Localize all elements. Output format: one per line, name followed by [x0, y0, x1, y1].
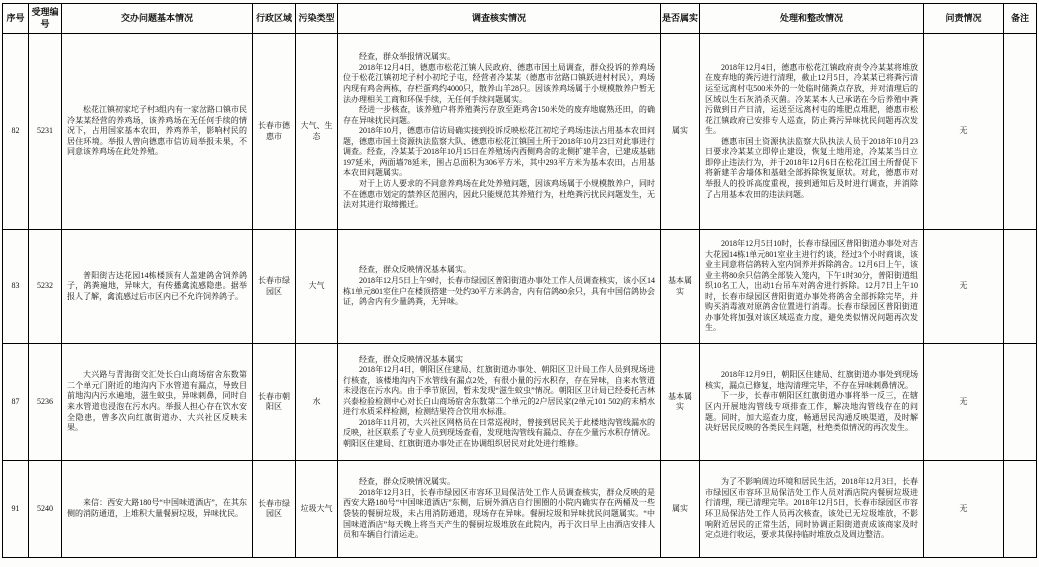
paragraph: 2018年12月4日，朝阳区住建局、红旗街道办事处、朝阳区卫计局工作人员到现场进行核查，该楼地沟内下水管线有漏点2处，有很小量的污水积存，存在异味，自来水管道未浸泡在污水内。由于季节原因，暂未发现“滋生蚊虫”情况。朝阳区卫计局已经委托吉林兴泰检验检测中心对长白山商场宿舍东数第二个单元的2户居民家(2单元101 502)的末梢水进行水质采样检测，检测结果符合饮用水标准。: [343, 365, 655, 417]
col-header-case-no: 受理编号: [29, 4, 62, 34]
col-header-pollution-type: 污染类型: [296, 4, 338, 34]
cell-pollution-type: 大气: [296, 230, 338, 344]
cell-seq: 91: [3, 461, 29, 558]
cell-accountability: 无: [924, 461, 1004, 558]
cell-verified: 基本属实: [661, 344, 700, 461]
cell-handling: [700, 344, 924, 461]
cell-region: 长春市绿园区: [253, 461, 296, 558]
cell-problem: [62, 344, 253, 461]
paragraph: 经查，群众反映情况基本属实。: [359, 265, 471, 275]
cell-pollution-type: 垃圾大气: [296, 461, 338, 558]
col-header-region: 行政区域: [253, 4, 296, 34]
cell-verified: 属实: [661, 34, 700, 230]
paragraph: 对于上访人要求的不同意养鸡场在此处养殖问题，因该鸡场属于小规模散养户，同时不在德惠市划定的禁养区范围内，因此只能规范其养殖行为，杜绝粪污扰民问题发生，无法对其进行取缔搬迁。: [343, 178, 655, 210]
cell-accountability: 无: [924, 344, 1004, 461]
cell-handling: [700, 230, 924, 344]
paragraph: 松花江镇初家坨子村3组内有一家岔路口镇市民冷某某经营的养鸡场，该养鸡场在无任何手续的情况下，占用国家基本农田，养鸡养羊，影响村民的居住环境。举报人曾向德惠市信访局举报未果，不同意该养鸡场在此处养殖。: [67, 105, 247, 157]
paragraph: 2018年10月，德惠市信访局确实接到投诉反映松花江初坨子鸡场违法占用基本农田问题，德惠市国土资源执法监察大队、德惠市松花江镇国土所于2018年10月23日对此事进行调查。经查，冷某某于2018年10月15日在养殖场内西侧鸡舍的北侧扩建羊舍，已建成基础197延米，两面墙78延米，围占总面积为306平方米，其中293平方米为基本农田，占用基本农田问题属实。: [343, 126, 655, 178]
cell-region: 长春市绿园区: [253, 230, 296, 344]
col-header-investigation: 调查核实情况: [338, 4, 661, 34]
cell-verified: 属实: [661, 461, 700, 558]
paragraph: 2018年12月4日，德惠市松花江镇人民政府、德惠市国土局调查，群众投诉的养鸡场位于松花江镇初坨子村小初坨子屯，经营者冷某某（德惠市岔路口镇跃进村村民），鸡场内现有鸡舍两栋，存栏蛋鸡约4000只，散养山羊28只。因该养鸡场属于小规模散养户暂无法办理相关工商和环保手续，无任何手续问题属实。: [343, 62, 655, 104]
cell-pollution-type: 大气、生态: [296, 34, 338, 230]
paragraph: 下一步，长春市朝阳区红旗街道办事将举一反三，在辖区内开展地沟管线专项排查工作，解决地沟管线存在的问题。同时，加大巡查力度，畅通居民沟通反映渠道，及时解决好居民反映的各类民生问题，杜绝类似情况的再次发生。: [705, 391, 918, 433]
cell-seq: 87: [3, 344, 29, 461]
paragraph: 2018年11月初，大兴社区网格员在日常巡视时，曾接到居民关于此楼地沟管线漏水的反映，社区联系了专业人员到现场查看，发现地沟管线有漏点、存在少量污水积存情况。朝阳区住建局、红旗街道办事处正在协调组织居民对此处进行维修。: [343, 417, 655, 448]
cell-verified: 基本属实: [661, 230, 700, 344]
header-row: [3, 4, 1037, 34]
paragraph: 经查，群众举报情况属实。: [359, 52, 455, 62]
cell-remarks: [1004, 230, 1037, 344]
cell-case-no: 5231: [29, 34, 62, 230]
paragraph: 2018年12月5日上午9时，长春市绿园区普阳街道办事处工作人员调查核实，该小区14栋1单元801室住户在楼顶搭建一处约30平方米鸽舍，内有信鸽80余只，具有中国信鸽协会证，鸽舍内有少量鸽粪，无异味。: [343, 275, 655, 307]
cell-seq: 83: [3, 230, 29, 344]
cell-accountability: 无: [924, 230, 1004, 344]
cell-investigation: [338, 34, 661, 230]
paragraph: 为了不影响周边环境和居民生活，2018年12月3日，长春市绿园区市容环卫局保洁处工作人员对酒店院内餐厨垃圾进行清理，现已清理完毕。2018年12月5日，长春市绿园区市容环卫局保洁处工作人员再次核查，该处已无垃圾堆放，不影响附近居民的正常生活，同时协调正阳街道责成该商家及时定点进行收运，要求其保持临时堆放点及周边整洁。: [705, 477, 918, 540]
table-row: [3, 34, 1037, 230]
table-row: [3, 230, 1037, 344]
cell-problem: [62, 461, 253, 558]
cell-region: 长春市德惠市: [253, 34, 296, 230]
col-header-verified: 是否属实: [661, 4, 700, 34]
cell-pollution-type: 水: [296, 344, 338, 461]
cell-seq: 82: [3, 34, 29, 230]
cell-problem: [62, 230, 253, 344]
paragraph: 经进一步核查，该养殖户将养殖粪污存放至距鸡舍150米处的废弃地腐熟还田，的确存在异味扰民问题。: [343, 105, 655, 125]
complaint-handling-table: [2, 3, 1037, 558]
col-header-problem: 交办问题基本情况: [62, 4, 253, 34]
paragraph: 来信：西安大路180号“中国味道酒店”，在其东侧的消防通道，上堆积大量餐厨垃圾，异味扰民。: [67, 498, 247, 518]
col-header-handling: 处理和整改情况: [700, 4, 924, 34]
cell-case-no: 5236: [29, 344, 62, 461]
cell-case-no: 5232: [29, 230, 62, 344]
cell-remarks: [1004, 461, 1037, 558]
col-header-accountability: 问责情况: [924, 4, 1004, 34]
cell-investigation: [338, 230, 661, 344]
cell-handling: [700, 461, 924, 558]
cell-accountability: 无: [924, 34, 1004, 230]
cell-problem: [62, 34, 253, 230]
cell-remarks: [1004, 344, 1037, 461]
col-header-seq: 序号: [3, 4, 29, 34]
cell-case-no: 5240: [29, 461, 62, 558]
table-body: [3, 34, 1037, 558]
cell-region: 长春市朝阳区: [253, 344, 296, 461]
paragraph: 2018年12月4日，德惠市松花江镇政府责令冷某某将堆放在废弃地的粪污进行清理，截止12月5日，冷某某已将粪污清运至远离村屯500米外的一处临时储粪点存放，并对清理后的区域以生石灰消杀灭菌。冷某某本人已承诺在今后养殖中粪污做到日产日清，运送至远离村屯的堆肥点堆肥，德惠市松花江镇政府已安排专人巡查，防止粪污异味扰民问题再次发生。: [705, 62, 918, 136]
cell-handling: [700, 34, 924, 230]
cell-remarks: [1004, 34, 1037, 230]
paragraph: 德惠市国土资源执法监察大队执法人员于2018年10月23日要求冷某某立即停止建设，恢复土地用途，冷某某当日立即停止违法行为，并于2018年12月6日在松花江国土所督促下将新建羊舍墙体和基础全部拆除恢复原状。对此，德惠市对举报人的投诉高度重视，接到通知后及时进行调查，并消除了占用基本农田的违法问题。: [705, 136, 918, 199]
cell-investigation: [338, 344, 661, 461]
paragraph: 2018年12月3日，长春市绿园区市容环卫局保洁处工作人员调查核实，群众反映的是西安大路180号“中国味道酒店”东侧，后厨外酒店自行围圈的小院内确实存在两桶及一些袋装的餐厨垃圾，未占用消防通道，现场存在异味。餐厨垃圾和异味扰民问题属实。“中国味道酒店”每天晚上将当天产生的餐厨垃圾堆放在此院内，再于次日早上由酒店安排人员和车辆自行清运走。: [343, 487, 655, 540]
cell-investigation: [338, 461, 661, 558]
col-header-remarks: 备注: [1004, 4, 1037, 34]
table-row: [3, 461, 1037, 558]
paragraph: 大兴路与青海街交汇处长白山商场宿舍东数第二个单元门附近的地沟内下水管道有漏点，导致目前地沟内污水遍地，滋生蚊虫，异味刺鼻，同时自来水管道也浸泡在污水内。举报人担心存在饮水安全隐患，曾多次向红旗街道办、大兴社区反映未果。: [67, 370, 247, 433]
paragraph: 经查，群众反映情况基本属实: [359, 354, 463, 364]
paragraph: 普阳街吉达花园14栋楼顶有人盖建鸽舍饲养鸽子，鸽粪遍地，异味大，有传播禽流感隐患。据举报人了解，禽流感过后市区内已不允许饲养鸽子。: [67, 270, 247, 301]
table-row: [3, 344, 1037, 461]
paragraph: 2018年12月5日10时，长春市绿园区普阳街道办事处对吉大花园14栋1单元801室业主进行约谈，经过3个小时商谈，该业主同意将信鸽转入室内饲养并拆除鸽舍。12月6日上午，该业主将80余只信鸽全部装入笼内，下午1时30分，普阳街道组织10名工人，出动1台吊车对鸽舍进行拆除。12月7日上午10时，长春市绿园区普阳街道办事处将鸽舍全部拆除完毕，并购买消毒液对原鸽舍位置进行消毒。长春市绿园区普阳街道办事处将加强对该区域巡查力度，避免类似情况问题再次发生。: [705, 239, 918, 333]
paragraph: 经查，群众反映情况属实。: [359, 477, 455, 487]
paragraph: 2018年12月9日，朝阳区住建局、红旗街道办事处到现场核实，漏点已修复，地沟清理完毕，不存在异味刺鼻情况。: [705, 370, 918, 390]
